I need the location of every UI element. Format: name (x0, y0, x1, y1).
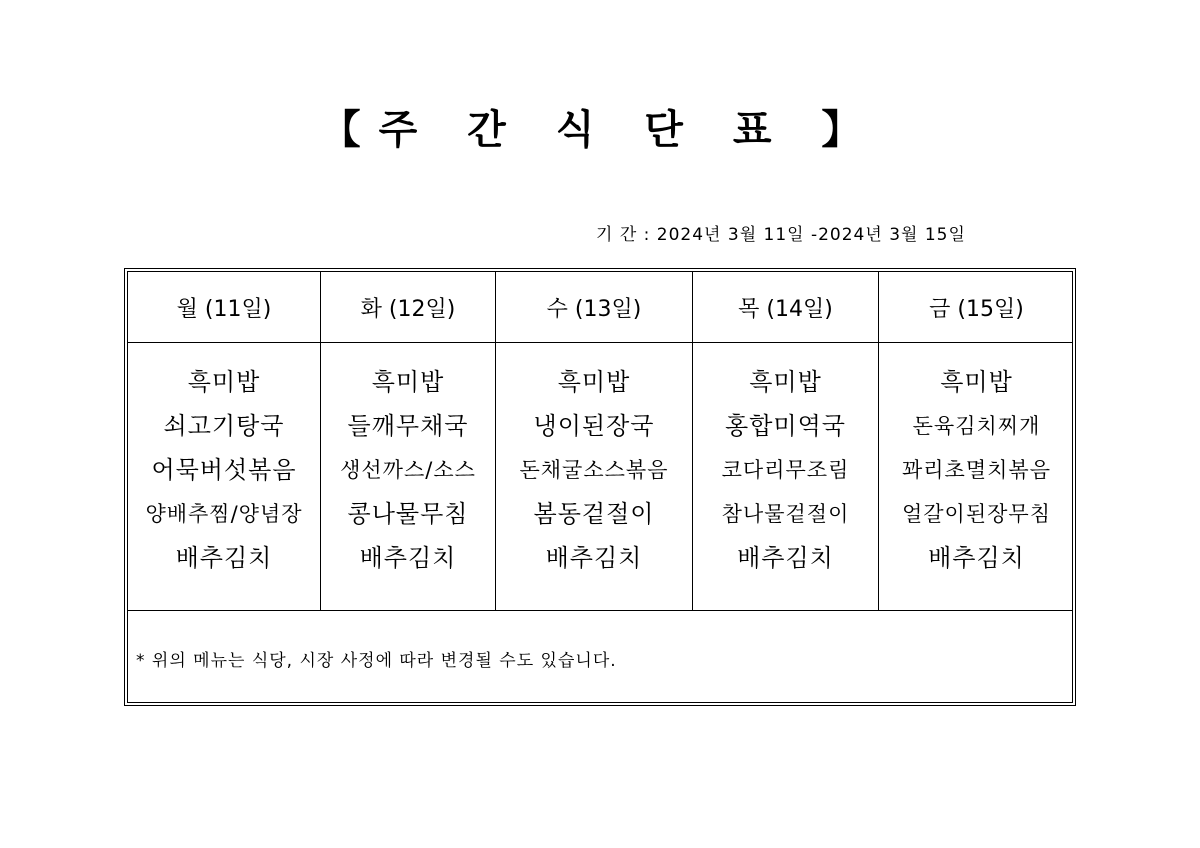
menu-item: 흑미밥 (557, 368, 631, 396)
menu-item: 참나물겉절이 (721, 502, 850, 526)
day-header-wed: 수 (13일) (546, 296, 642, 322)
menu-table (124, 268, 1076, 706)
menu-column-mon (128, 360, 320, 580)
day-header-tue: 화 (12일) (360, 296, 456, 322)
menu-item: 배추김치 (359, 544, 457, 572)
menu-item: 흑미밥 (187, 368, 261, 396)
menu-footnote: * 위의 메뉴는 식당, 시장 사정에 따라 변경될 수도 있습니다. (136, 651, 617, 671)
menu-column-tue (321, 360, 495, 580)
menu-item: 생선까스/소스 (340, 458, 476, 482)
menu-item: 배추김치 (928, 544, 1025, 572)
menu-item: 배추김치 (175, 544, 273, 572)
page-title: 【주 간 식 단 표 】 (320, 107, 880, 153)
menu-item: 흑미밥 (371, 368, 445, 396)
menu-table-inner (127, 271, 1073, 703)
day-header-fri: 금 (15일) (929, 296, 1024, 322)
menu-column-thu (693, 360, 878, 580)
menu-item: 쇠고기탕국 (163, 412, 285, 440)
day-header-mon: 월 (11일) (176, 296, 272, 322)
menu-column-fri (879, 360, 1074, 580)
menu-item: 흑미밥 (749, 368, 822, 396)
menu-item: 돈채굴소스볶음 (519, 458, 669, 482)
menu-item: 얼갈이된장무침 (901, 502, 1051, 526)
menu-item: 어묵버섯볶음 (151, 456, 297, 484)
menu-item: 배추김치 (737, 544, 834, 572)
menu-item: 홍합미역국 (725, 412, 846, 440)
menu-item: 봄동겉절이 (533, 500, 655, 528)
day-header-thu: 목 (14일) (738, 296, 833, 322)
menu-item: 콩나물무침 (347, 500, 469, 528)
menu-item: 냉이된장국 (533, 412, 655, 440)
menu-period: 기 간 : 2024년 3월 11일 -2024년 3월 15일 (596, 225, 966, 245)
footer-divider (128, 610, 1072, 611)
menu-item: 돈육김치찌개 (912, 414, 1041, 438)
menu-item: 배추김치 (545, 544, 643, 572)
menu-item: 들깨무채국 (347, 412, 469, 440)
menu-item: 양배추찜/양념장 (145, 502, 303, 526)
menu-item: 흑미밥 (940, 368, 1013, 396)
menu-item: 코다리무조림 (721, 458, 850, 482)
menu-column-wed (496, 360, 692, 580)
header-divider (128, 342, 1072, 343)
menu-item: 꽈리초멸치볶음 (901, 458, 1051, 482)
